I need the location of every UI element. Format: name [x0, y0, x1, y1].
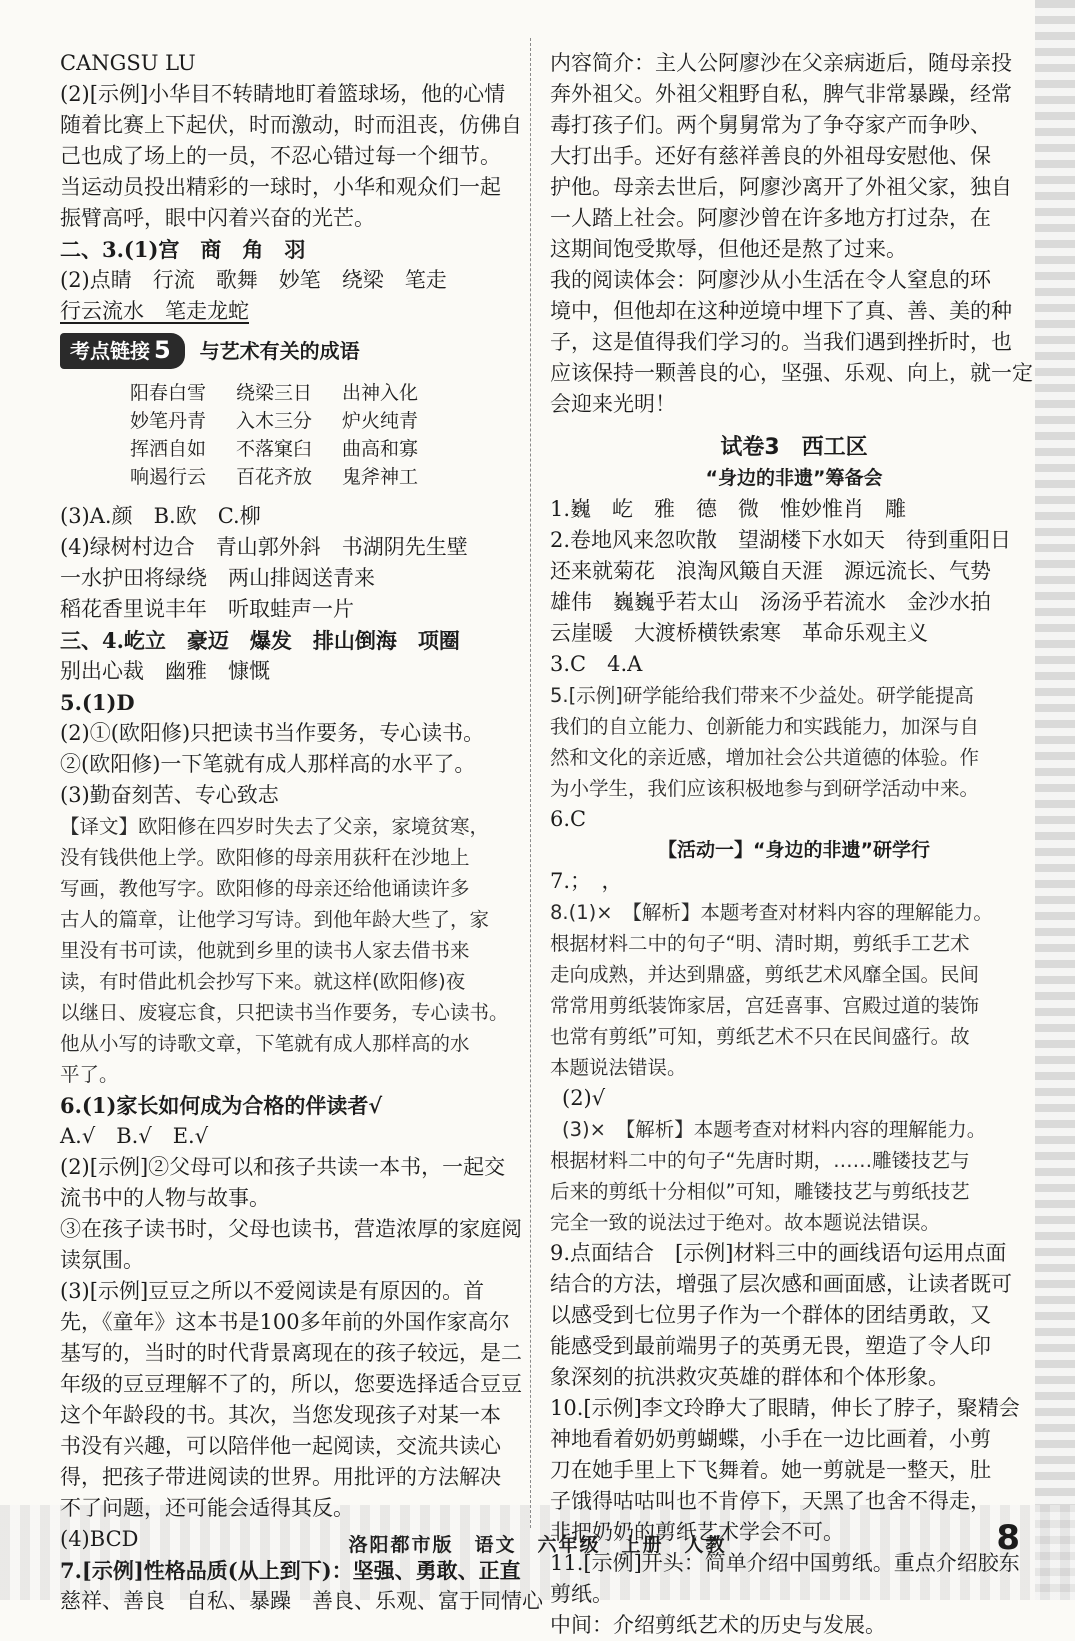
answer-line: 刀在她手里上下飞舞着。她一剪就是一整天，肚 — [550, 1458, 991, 1482]
idiom: 百花齐放 — [236, 466, 313, 488]
answer-line: 一人踏上社会。阿廖沙曾在许多地方打过杂，在 — [550, 206, 991, 230]
activity-title: 【活动一】“身边的非遗”研学行 — [658, 839, 930, 861]
answer-line: 应该保持一颗善良的心，坚强、乐观、向上，就一定 — [550, 361, 1033, 385]
answer-line: 这期间饱受欺辱，但他还是熬了过来。 — [550, 237, 907, 261]
translation-line: 没有钱供他上学。欧阳修的母亲用荻秆在沙地上 — [60, 846, 470, 869]
answer-line: 基写的，当时的时代背景离现在的孩子较远，是二 — [60, 1341, 522, 1365]
section-subtitle: “身边的非遗”筹备会 — [705, 467, 883, 489]
answer-line: (4)BCD — [60, 1527, 139, 1551]
answer-line: 毒打孩子们。两个舅舅常为了争夺家产而争吵、 — [550, 113, 991, 137]
question-heading: 7.[示例]性格品质(从上到下)：坚强、勇敢、正直 — [60, 1558, 521, 1583]
answer-line: (2)√ — [562, 1086, 606, 1110]
answer-line: 这个年龄段的书。其次，当您发现孩子对某一本 — [60, 1403, 501, 1427]
page-number: 8 — [996, 1518, 1020, 1558]
idiom: 鬼斧神工 — [342, 466, 419, 488]
answer-line-handwritten: (3)× 【解析】本题考查对材料内容的理解能力。 — [562, 1118, 987, 1141]
idiom: 入木三分 — [236, 410, 313, 432]
answer-line: 流书中的人物与故事。 — [60, 1186, 270, 1210]
translation-line: 里没有书可读，他就到乡里的读书人家去借书来 — [60, 939, 470, 962]
answer-line: 稻花香里说丰年 听取蛙声一片 — [60, 597, 354, 621]
page-footer: 洛阳都市版 语文 六年级 上册 人教 — [348, 1534, 727, 1556]
column-divider — [530, 38, 531, 1528]
answer-line-handwritten: 我们的自立能力、创新能力和实践能力，加深与自 — [550, 715, 980, 738]
answer-line: 剪纸。 — [550, 1582, 613, 1606]
translation-line: 【译文】欧阳修在四岁时失去了父亲，家境贫寒， — [60, 815, 490, 838]
answer-line-underlined: 行云流水 笔走龙蛇 — [60, 299, 249, 323]
translation-line: 古人的篇章，让他学习写诗。到他年龄大些了，家 — [60, 908, 490, 931]
answer-line: 象深刻的抗洪救灾英雄的群体和个体形象。 — [550, 1365, 949, 1389]
idiom-row — [130, 435, 525, 463]
answer-line-handwritten: 也常有剪纸”可知，剪纸艺术不只在民间盛行。故 — [550, 1025, 970, 1048]
idiom: 妙笔丹青 — [130, 410, 207, 432]
answer-line: 书没有兴趣，可以陪伴他一起阅读，交流共读心 — [60, 1434, 501, 1458]
answer-line: (4)绿树村边合 青山郭外斜 书湖阴先生壁 — [60, 535, 468, 559]
question-heading: 三、4.屹立 豪迈 爆发 排山倒海 项圈 — [60, 628, 460, 653]
answer-line: ③在孩子读书时，父母也读书，营造浓厚的家庭阅 — [60, 1217, 522, 1241]
idiom-row — [130, 379, 525, 407]
idiom: 响遏行云 — [130, 466, 207, 488]
answer-line: 9.点面结合 [示例]材料三中的画线语句运用点面 — [550, 1241, 1007, 1265]
answer-line: 读氛围。 — [60, 1248, 144, 1272]
kaodian-link-tag — [60, 333, 360, 369]
answer-line: 境中，但他却在这种逆境中埋下了真、善、美的种 — [550, 299, 1012, 323]
answer-line: (2)[示例]②父母可以和孩子共读一本书，一起交 — [60, 1155, 506, 1179]
answer-line: (2)[示例]小华目不转睛地盯着篮球场，他的心情 — [60, 82, 506, 106]
answer-line: 子，这是值得我们学习的。当我们遇到挫折时，也 — [550, 330, 1012, 354]
idiom-list — [130, 379, 525, 491]
question-heading: 5.(1)D — [60, 690, 135, 715]
answer-line: 10.[示例]李文玲睁大了眼睛，伸长了脖子，聚精会 — [550, 1396, 1020, 1420]
answer-line: 还来就菊花 浪淘风簸自天涯 源远流长、气势 — [550, 559, 991, 583]
answer-line: 内容简介：主人公阿廖沙在父亲病逝后，随母亲投 — [550, 51, 1012, 75]
answer-line: 能感受到最前端男子的英勇无畏，塑造了令人印 — [550, 1334, 991, 1358]
answer-line: 2.卷地风来忽吹散 望湖楼下水如天 待到重阳日 — [550, 528, 1012, 552]
answer-line: (3)[示例]豆豆之所以不爱阅读是有原因的。首 — [60, 1279, 485, 1303]
answer-line: 神地看着奶奶剪蝴蝶，小手在一边比画着，小剪 — [550, 1427, 991, 1451]
answer-line: 大打出手。还好有慈祥善良的外祖母安慰他、保 — [550, 144, 991, 168]
answer-line: 中间：介绍剪纸艺术的历史与发展。 — [550, 1613, 886, 1637]
idiom: 炉火纯青 — [342, 410, 419, 432]
answer-line-handwritten: 走向成熟，并达到鼎盛，剪纸艺术风靡全国。民间 — [550, 963, 980, 986]
answer-line: 随着比赛上下起伏，时而激动，时而沮丧，仿佛自 — [60, 113, 522, 137]
answer-line-handwritten: 然和文化的亲近感，增加社会公共道德的体验。作 — [550, 746, 980, 769]
answer-line: 云崖暖 大渡桥横铁索寒 革命乐观主义 — [550, 621, 928, 645]
answer-line: ②(欧阳修)一下笔就有成人那样高的水平了。 — [60, 752, 476, 776]
section-title: 试卷3 西工区 — [720, 435, 868, 460]
answer-line: 年级的豆豆理解不了的，所以，您要选择适合豆豆 — [60, 1372, 522, 1396]
answer-line: 护他。母亲去世后，阿廖沙离开了外祖父家，独自 — [550, 175, 1012, 199]
answer-line-handwritten: 5.[示例]研学能给我们带来不少益处。研学能提高 — [550, 684, 974, 707]
answer-line: 会迎来光明！ — [550, 392, 676, 416]
question-heading: 6.(1)家长如何成为合格的伴读者√ — [60, 1093, 383, 1118]
answer-line: 雄伟 巍巍乎若太山 汤汤乎若流水 金沙水拍 — [550, 590, 991, 614]
idiom: 曲高和寡 — [342, 438, 419, 460]
answer-line: 以感受到七位男子作为一个群体的团结勇敢，又 — [550, 1303, 991, 1327]
answer-line: 11.[示例]开头：简单介绍中国剪纸。重点介绍胶东 — [550, 1551, 1020, 1575]
decorative-wavy-border-right — [1035, 0, 1075, 1600]
answer-line: 1.巍 屹 雅 德 微 惟妙惟肖 雕 — [550, 497, 907, 521]
idiom-row — [130, 407, 525, 435]
answer-line: 3.C 4.A — [550, 652, 643, 676]
kaodian-badge — [60, 333, 185, 369]
answer-line: 6.C — [550, 807, 587, 831]
answer-line-handwritten: 后来的剪纸十分相似”可知，雕镂技艺与剪纸技艺 — [550, 1180, 970, 1203]
answer-line-handwritten: 8.(1)× 【解析】本题考查对材料内容的理解能力。 — [550, 901, 993, 924]
idiom: 出神入化 — [342, 382, 419, 404]
answer-line-handwritten: 根据材料二中的句子“明、清时期，剪纸手工艺术 — [550, 932, 970, 955]
answer-line: 不了问题，还可能会适得其反。 — [60, 1496, 354, 1520]
answer-line-handwritten: 常常用剪纸装饰家居，宫廷喜事、宫殿过道的装饰 — [550, 994, 980, 1017]
translation-line: 平了。 — [60, 1063, 119, 1086]
answer-line: (2)①(欧阳修)只把读书当作要务，专心读书。 — [60, 721, 485, 745]
kaodian-label: 考点链接 — [70, 339, 150, 363]
question-heading: 二、3.(1)宫 商 角 羽 — [60, 237, 306, 262]
answer-line: A.√ B.√ E.√ — [60, 1124, 209, 1148]
answer-line-handwritten: 完全一致的说法过于绝对。故本题说法错误。 — [550, 1211, 941, 1234]
idiom: 挥洒自如 — [130, 438, 207, 460]
answer-line: 非把奶奶的剪纸艺术学会不可。 — [550, 1520, 844, 1544]
answer-line: 别出心裁 幽雅 慷慨 — [60, 659, 270, 683]
answer-line: 慈祥、善良 自私、暴躁 善良、乐观、富于同情心 — [60, 1589, 543, 1613]
kaodian-title: 与艺术有关的成语 — [199, 339, 360, 363]
answer-line: 结合的方法，增强了层次感和画面感，让读者既可 — [550, 1272, 1012, 1296]
answer-line: 当运动员投出精彩的一球时，小华和观众们一起 — [60, 175, 501, 199]
answer-line: 先，《童年》这本书是100多年前的外国作家高尔 — [60, 1310, 510, 1334]
idiom: 不落窠臼 — [236, 438, 313, 460]
pinyin-line: CANGSU LU — [60, 51, 196, 75]
answer-line: 己也成了场上的一员，不忍心错过每一个细节。 — [60, 144, 501, 168]
idiom: 绕梁三日 — [236, 382, 313, 404]
translation-line: 以继日、废寝忘食，只把读书当作要务，专心读书。 — [60, 1001, 509, 1024]
answer-line: 得，把孩子带进阅读的世界。用批评的方法解决 — [60, 1465, 501, 1489]
right-column — [550, 48, 1038, 1641]
answer-line: (3)勤奋刻苦、专心致志 — [60, 783, 279, 807]
answer-line: (3)A.颜 B.欧 C.柳 — [60, 504, 261, 528]
translation-line: 他从小写的诗歌文章，下笔就有成人那样高的水 — [60, 1032, 470, 1055]
kaodian-number: 5 — [154, 336, 171, 364]
answer-line: 我的阅读体会：阿廖沙从小生活在令人窒息的环 — [550, 268, 991, 292]
answer-line-handwritten: 为小学生，我们应该积极地参与到研学活动中来。 — [550, 777, 980, 800]
answer-line-handwritten: 根据材料二中的句子“先唐时期，……雕镂技艺与 — [550, 1149, 970, 1172]
answer-line: 子饿得咕咕叫也不肯停下，天黑了也舍不得走， — [550, 1489, 991, 1513]
idiom-row — [130, 463, 525, 491]
idiom: 阳春白雪 — [130, 382, 207, 404]
answer-line: 奔外祖父。外祖父粗野自私，脾气非常暴躁，经常 — [550, 82, 1012, 106]
answer-line: 一水护田将绿绕 两山排闼送青来 — [60, 566, 375, 590]
answer-line: 振臂高呼，眼中闪着兴奋的光芒。 — [60, 206, 375, 230]
translation-line: 写画，教他写字。欧阳修的母亲还给他诵读许多 — [60, 877, 470, 900]
answer-line-handwritten: 本题说法错误。 — [550, 1056, 687, 1079]
answer-line: (2)点睛 行流 歌舞 妙笔 绕梁 笔走 — [60, 268, 447, 292]
answer-line: 7.； ， — [550, 869, 623, 893]
translation-line: 读，有时借此机会抄写下来。就这样(欧阳修)夜 — [60, 970, 466, 993]
